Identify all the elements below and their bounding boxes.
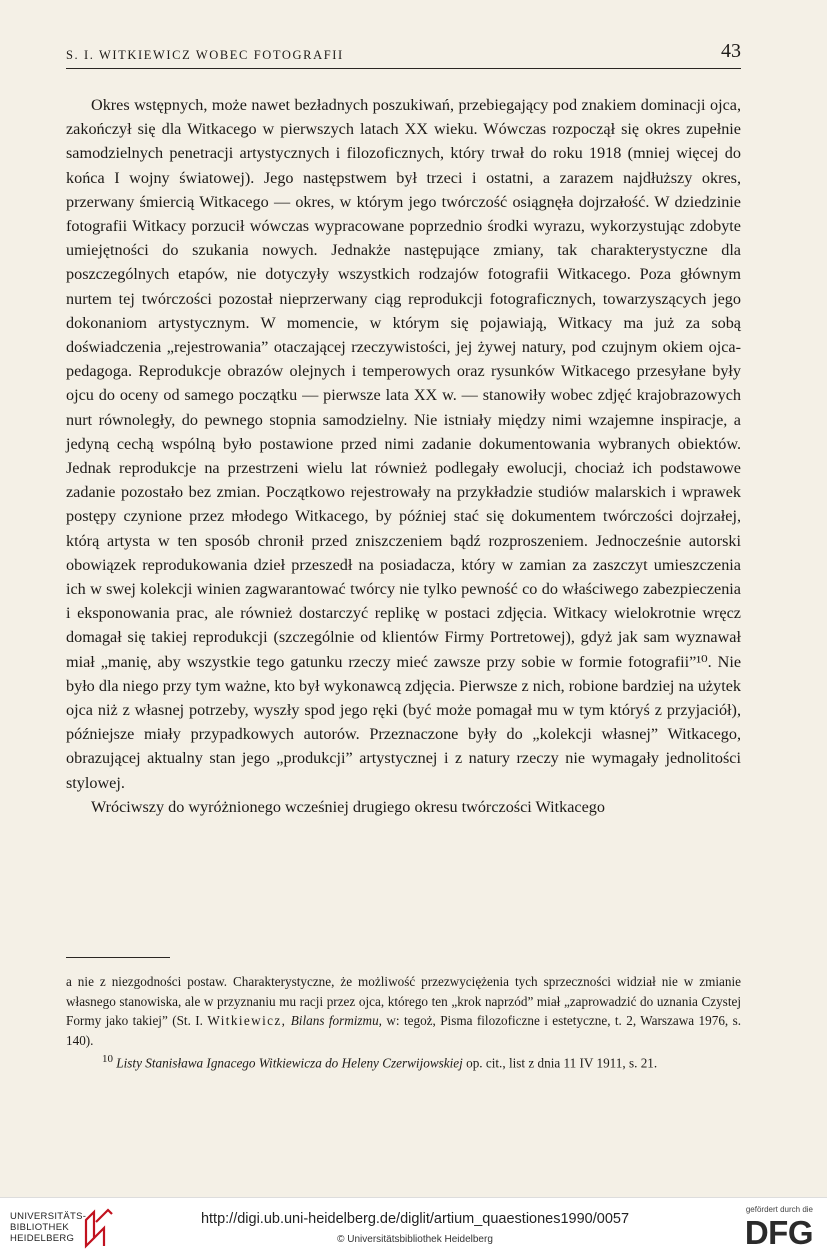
footnote-number: 10 [102, 1053, 113, 1065]
footnote-9-continuation [66, 972, 741, 1050]
paragraph: Wróciwszy do wyróżnionego wcześniej drugiego okresu twórczości Witkacego [91, 797, 605, 816]
library-name [10, 1211, 87, 1244]
footnote-text: op. cit., list z dnia 11 IV 1911, s. 21. [466, 1055, 658, 1071]
footnote-title: Listy Stanisława Ignacego Witkiewicza do Heleny Czerwijowskiej [116, 1055, 463, 1071]
library-name-line: BIBLIOTHEK [10, 1222, 69, 1233]
library-name-line: UNIVERSITÄTS- [10, 1211, 87, 1222]
running-head: S. I. WITKIEWICZ WOBEC FOTOGRAFII [66, 48, 344, 62]
library-name-line: HEIDELBERG [10, 1233, 75, 1244]
footnote-10 [66, 1050, 741, 1073]
footnotes [66, 972, 741, 1073]
page-header [66, 40, 741, 69]
digitization-footer [0, 1197, 827, 1257]
funding-note: gefördert durch die [745, 1205, 813, 1214]
dfg-logo: DFG [744, 1214, 813, 1251]
footnote-separator [66, 957, 170, 958]
page-number: 43 [721, 40, 741, 62]
source-url-link[interactable]: http://digi.ub.uni-heidelberg.de/diglit/artium_quaestiones1990/0057 [200, 1211, 630, 1227]
footnote-text: w: tegoż, Pisma filozoficzne i estetyczne, t. 2, Warszawa 1976, s. 140). [66, 1013, 742, 1048]
copyright-notice: © Universitätsbibliothek Heidelberg [337, 1234, 493, 1245]
footnote-text: a nie z niezgodności postaw. Charakterystyczne, że możliwość przezwyciężenia tych sprzeczności widział nie w zmianie własnego stanowiska, ale w przyznaniu mu racji przez ojca, którego ten „krok naprzód” miał „zaprowadzić do uznania Czystej Formy jako takiej” (St. I. [66, 974, 741, 1028]
footnote-title: Bilans formizmu, [290, 1013, 382, 1028]
library-logo-icon [80, 1206, 116, 1250]
body-text [66, 93, 741, 819]
footnote-author: Witkiewicz, [207, 1013, 287, 1028]
paragraph: Okres wstępnych, może nawet bezładnych poszukiwań, przebiegający pod znakiem dominacji ojca, zakończył się dla Witkacego w pierwszych latach XX wieku. Wówczas rozpoczął się okres zupełnie samodzielnych penetracji artystycznych i filozoficznych, który trwał do roku 1918 (mniej więcej do końca I wojny światowej). Jego następstwem był trzeci i ostatni, a zarazem najdłuższy okres, przerwany śmiercią Witkacego — okres, w którym jego twórczość osiągnęła dojrzałość. W dziedzinie fotografii Witkacy porzucił wówczas wypracowane poprzednio środki wyrazu, wykorzystując zdobyte umiejętności do szukania nowych. Jednakże następujące zmiany, tak charakterystyczne dla poszczególnych etapów, nie dotyczyły wszystkich rodzajów fotografii Witkacego. Poza głównym nurtem tej twórczości pozostał nieprzerwany ciąg reprodukcji fotograficznych, towarzyszących jego dokonaniom artystycznym. W momencie, w którym się pojawiają, Witkacy ma już za sobą doświadczenia „rejestrowania” otaczającej rzeczywistości, jej żywej natury, pod czujnym okiem ojca-pedagoga. Reprodukcje obrazów olejnych i temperowych oraz rysunków Witkacego przesyłane były ojcu do oceny od samego początku — pierwsze lata XX w. — stanowiły wobec zdjęć krajobrazowych nurt równoległy, do pewnego stopnia samodzielny. Nie istniały między nimi wzajemne inspiracje, a jedyną cechą wspólną było postawione przed nimi zadanie dokumentowania wybranych obiektów. Jednak reprodukcje na przestrzeni wielu lat również podlegały ewolucji, chociaż ich podstawowe zadanie pozostało bez zmian. Początkowo rejestrowały na przykładzie studiów malarskich i wprawek postępy czynione przez młodego Witkacego, by później stać się dokumentem twórczości dojrzałej, którą artysta w ten sposób chronił przed zniszczeniem bądź rozproszeniem. Jednocześnie autorski obowiązek reprodukowania dzieł przeszedł na posiadacza, który w zamian za zaszczyt umieszczenia ich w swej kolekcji winien zagwarantować twórcy nie tylko pewność co do właściwego zabezpieczenia i eksponowania prac, ale również dostarczyć replikę w postaci zdjęcia. Witkacy wielokrotnie wręcz domagał się takiej reprodukcji (szczególnie od klientów Firmy Portretowej), gdyż jak sam wyznawał miał „manię, aby wszystkie tego gatunku rzeczy mieć zawsze przy sobie w formie fotografii”¹⁰. Nie było dla niego przy tym ważne, kto był wykonawcą zdjęcia. Pierwsze z nich, robione bardziej na użytek ojca niż z własnej potrzeby, wyszły spod jego ręki (być może pomagał mu w tym któryś z przyjaciół), późniejsze miały przypadkowych autorów. Przeznaczone były do „kolekcji własnej” Witkacego, obrazującej aktualny stan jego „produkcji” artystycznej i z natury rzeczy nie wymagały jednolitości stylowej. [66, 96, 741, 792]
